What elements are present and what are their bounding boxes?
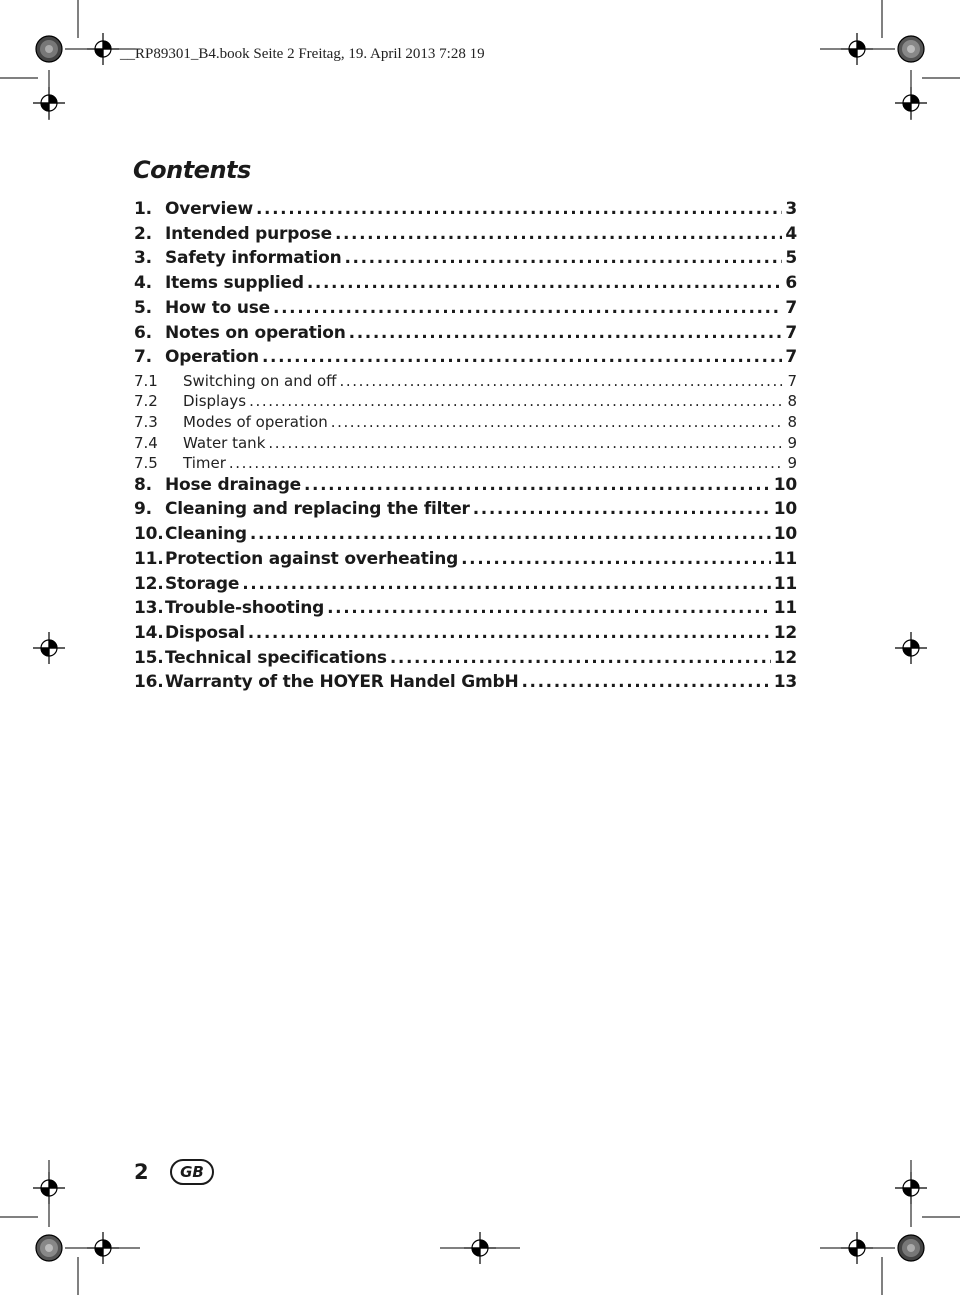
- toc-dot-leader: [327, 598, 771, 618]
- toc-entry-title: Hose drainage: [165, 474, 301, 495]
- toc-dot-leader: [304, 475, 771, 495]
- toc-entry-page: 7: [785, 297, 797, 318]
- toc-entry-number: 7.2: [134, 392, 158, 411]
- toc-entry-title: Technical specifications: [165, 647, 387, 668]
- toc-entry-number: 16.: [134, 672, 164, 693]
- toc-entry[interactable]: [134, 323, 797, 347]
- toc-entry-title: Items supplied: [165, 273, 304, 294]
- toc-entry-number: 7.1: [134, 371, 158, 390]
- toc-entry[interactable]: [134, 598, 797, 622]
- toc-entry-title: How to use: [165, 297, 271, 318]
- toc-dot-leader: [262, 347, 782, 367]
- toc-entry-title: Notes on operation: [165, 322, 346, 343]
- toc-entry[interactable]: [134, 273, 797, 297]
- toc-entry-title: Operation: [165, 347, 259, 368]
- toc-entry-number: 7.4: [134, 433, 158, 452]
- toc-dot-leader: [461, 549, 771, 569]
- toc-entry-page: 11: [773, 548, 797, 569]
- toc-entry[interactable]: [134, 475, 797, 499]
- toc-dot-leader: [344, 248, 782, 268]
- toc-dot-leader: [390, 648, 771, 668]
- toc-dot-leader: [250, 524, 771, 544]
- toc-entry[interactable]: [134, 413, 797, 433]
- toc-entry-number: 7.5: [134, 454, 158, 473]
- toc-entry-title: Safety information: [165, 248, 342, 269]
- toc-entry-number: 3.: [134, 248, 152, 269]
- toc-dot-leader: [229, 454, 785, 472]
- language-badge: GB: [170, 1159, 214, 1185]
- toc-entry-page: 12: [773, 647, 797, 668]
- toc-entry[interactable]: [134, 298, 797, 322]
- toc-dot-leader: [349, 323, 783, 343]
- toc-entry-page: 8: [787, 392, 797, 411]
- toc-entry-number: 15.: [134, 647, 164, 668]
- toc-entry[interactable]: [134, 524, 797, 548]
- toc-entry-title: Trouble-shooting: [165, 598, 325, 619]
- toc-dot-leader: [335, 224, 782, 244]
- toc-entry-title: Water tank: [183, 433, 266, 452]
- toc-entry-number: 6.: [134, 322, 152, 343]
- toc-entry-page: 13: [773, 672, 797, 693]
- toc-dot-leader: [340, 372, 785, 390]
- print-slug: __RP89301_B4.book Seite 2 Freitag, 19. April 2013 7:28 19: [120, 46, 485, 62]
- page-number: 2: [134, 1160, 149, 1184]
- toc-entry-title: Protection against overheating: [165, 548, 459, 569]
- toc-entry-number: 1.: [134, 199, 152, 219]
- toc-dot-leader: [273, 298, 782, 318]
- toc-dot-leader: [248, 623, 771, 643]
- toc-entry-page: 11: [773, 598, 797, 619]
- toc-entry-title: Switching on and off: [183, 371, 337, 390]
- toc-entry-number: 14.: [134, 622, 164, 643]
- toc-entry-page: 8: [787, 412, 797, 431]
- toc-entry[interactable]: [134, 347, 797, 371]
- toc-entry-page: 6: [785, 273, 797, 294]
- toc-dot-leader: [331, 413, 785, 431]
- toc-entry-page: 10: [773, 474, 797, 495]
- page-title: Contents: [133, 156, 251, 184]
- toc-entry-page: 3: [785, 199, 797, 219]
- toc-entry-number: 13.: [134, 598, 164, 619]
- toc-entry[interactable]: [134, 372, 797, 392]
- toc-entry-title: Cleaning: [165, 524, 247, 545]
- toc-entry-page: 9: [787, 454, 797, 473]
- toc-entry[interactable]: [134, 454, 797, 474]
- toc-entry-number: 5.: [134, 297, 152, 318]
- toc-entry-number: 9.: [134, 499, 152, 520]
- toc-entry-title: Storage: [165, 573, 240, 594]
- toc-dot-leader: [242, 574, 771, 594]
- toc-entry-number: 10.: [134, 524, 164, 545]
- toc-entry-page: 7: [785, 322, 797, 343]
- toc-entry-title: Warranty of the HOYER Handel GmbH: [165, 672, 519, 693]
- toc-entry-number: 8.: [134, 474, 152, 495]
- toc-entry-title: Displays: [183, 392, 247, 411]
- toc-entry-page: 9: [787, 433, 797, 452]
- toc-dot-leader: [256, 199, 782, 219]
- toc-entry-number: 2.: [134, 223, 152, 244]
- toc-entry-number: 12.: [134, 573, 164, 594]
- toc-dot-leader: [521, 672, 770, 692]
- toc-dot-leader: [268, 434, 784, 452]
- toc-entry[interactable]: [134, 648, 797, 672]
- toc-entry-page: 4: [785, 223, 797, 244]
- toc-entry-title: Overview: [165, 199, 253, 219]
- toc-entry[interactable]: [134, 672, 797, 696]
- toc-entry-title: Intended purpose: [165, 223, 332, 244]
- toc-entry-title: Timer: [183, 454, 226, 473]
- toc-entry[interactable]: [134, 623, 797, 647]
- toc-entry-title: Cleaning and replacing the filter: [165, 499, 470, 520]
- toc-entry-number: 7.: [134, 347, 152, 368]
- toc-entry-page: 7: [787, 371, 797, 390]
- toc-dot-leader: [473, 499, 771, 519]
- toc-entry-page: 11: [773, 573, 797, 594]
- toc-entry-page: 10: [773, 524, 797, 545]
- toc-entry[interactable]: [134, 199, 797, 223]
- toc-entry-page: 10: [773, 499, 797, 520]
- toc-entry-page: 5: [785, 248, 797, 269]
- toc-entry[interactable]: [134, 499, 797, 523]
- toc-entry-title: Modes of operation: [183, 412, 328, 431]
- toc-entry[interactable]: [134, 248, 797, 272]
- toc-entry-page: 12: [773, 622, 797, 643]
- toc-entry[interactable]: [134, 434, 797, 454]
- toc-dot-leader: [307, 273, 783, 293]
- toc-entry-title: Disposal: [165, 622, 245, 643]
- toc-entry[interactable]: [134, 549, 797, 573]
- toc-entry[interactable]: [134, 224, 797, 248]
- toc-entry[interactable]: [134, 574, 797, 598]
- toc-entry-number: 11.: [134, 548, 164, 569]
- toc-entry-page: 7: [785, 347, 797, 368]
- toc-dot-leader: [249, 392, 784, 410]
- toc-entry-number: 4.: [134, 273, 152, 294]
- toc-entry[interactable]: [134, 392, 797, 412]
- toc-entry-number: 7.3: [134, 412, 158, 431]
